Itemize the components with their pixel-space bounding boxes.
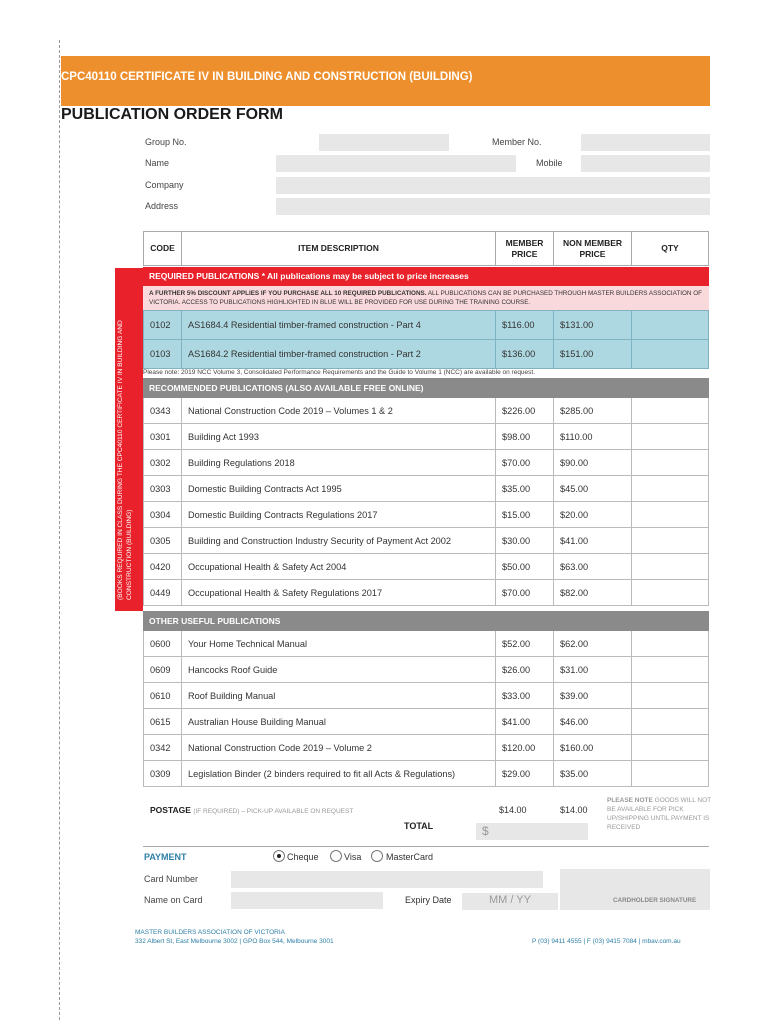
row-code: 0420 xyxy=(144,554,182,579)
card-number-label: Card Number xyxy=(144,874,199,884)
cheque-radio[interactable] xyxy=(273,850,285,862)
table-row xyxy=(143,580,709,606)
row-qty-field[interactable] xyxy=(632,580,708,605)
payment-divider xyxy=(143,846,709,847)
row-non-member-price: $63.00 xyxy=(554,554,632,579)
row-qty-field[interactable] xyxy=(632,761,708,786)
recommended-heading: RECOMMENDED PUBLICATIONS (ALSO AVAILABLE FREE ONLINE) xyxy=(143,378,709,398)
row-member-price: $52.00 xyxy=(496,631,554,656)
footer-contact: P (03) 9411 4555 | F (03) 9415 7084 | mbav.com.au xyxy=(532,938,681,945)
row-non-member-price: $90.00 xyxy=(554,450,632,475)
required-heading: REQUIRED PUBLICATIONS * All publications may be subject to price increases xyxy=(143,267,709,286)
row-member-price: $226.00 xyxy=(496,398,554,423)
mastercard-radio[interactable] xyxy=(371,850,383,862)
row-member-price: $98.00 xyxy=(496,424,554,449)
postage-sub: (IF REQUIRED) – PICK-UP AVAILABLE ON REQUEST xyxy=(193,808,354,815)
row-code: 0302 xyxy=(144,450,182,475)
footer-address: 332 Albert St, East Melbourne 3002 | GPO Box 544, Melbourne 3001 xyxy=(135,938,334,945)
company-field[interactable] xyxy=(276,177,710,194)
table-row xyxy=(143,398,709,424)
name-label: Name xyxy=(145,158,170,168)
row-non-member-price: $46.00 xyxy=(554,709,632,734)
row-description: Building Regulations 2018 xyxy=(182,450,496,475)
discount-note xyxy=(143,286,709,310)
row-code: 0301 xyxy=(144,424,182,449)
other-heading: OTHER USEFUL PUBLICATIONS xyxy=(143,611,709,631)
row-non-member-price: $39.00 xyxy=(554,683,632,708)
row-description: Domestic Building Contracts Regulations 2017 xyxy=(182,502,496,527)
expiry-placeholder: MM / YY xyxy=(489,894,531,906)
postage-line xyxy=(150,805,353,815)
table-row xyxy=(143,631,709,657)
row-qty-field[interactable] xyxy=(632,502,708,527)
row-code: 0609 xyxy=(144,657,182,682)
visa-radio[interactable] xyxy=(330,850,342,862)
row-description: Building and Construction Industry Security of Payment Act 2002 xyxy=(182,528,496,553)
row-member-price: $70.00 xyxy=(496,580,554,605)
row-description: Legislation Binder (2 binders required to fit all Acts & Regulations) xyxy=(182,761,496,786)
row-member-price: $15.00 xyxy=(496,502,554,527)
row-non-member-price: $285.00 xyxy=(554,398,632,423)
address-field[interactable] xyxy=(276,198,710,215)
row-member-price: $116.00 xyxy=(496,311,554,339)
row-qty-field[interactable] xyxy=(632,528,708,553)
row-qty-field[interactable] xyxy=(632,554,708,579)
postage-non-member-price: $14.00 xyxy=(560,805,588,815)
row-qty-field[interactable] xyxy=(632,683,708,708)
name-on-card-field[interactable] xyxy=(231,892,383,909)
table-row xyxy=(143,528,709,554)
row-qty-field[interactable] xyxy=(632,311,708,339)
row-member-price: $41.00 xyxy=(496,709,554,734)
cheque-label: Cheque xyxy=(287,852,319,862)
table-header xyxy=(143,231,709,266)
table-row xyxy=(143,310,709,340)
row-non-member-price: $82.00 xyxy=(554,580,632,605)
total-field[interactable] xyxy=(476,823,588,840)
table-row xyxy=(143,450,709,476)
row-member-price: $70.00 xyxy=(496,450,554,475)
row-description: Roof Building Manual xyxy=(182,683,496,708)
member-price-header: MEMBER PRICE xyxy=(496,232,554,265)
row-non-member-price: $62.00 xyxy=(554,631,632,656)
table-row xyxy=(143,683,709,709)
ncc-note: Please note: 2019 NCC Volume 3, Consolidated Performance Requirements and the Guide to Volume 1 (NCC) are available on request. xyxy=(143,369,536,376)
table-row xyxy=(143,709,709,735)
row-member-price: $29.00 xyxy=(496,761,554,786)
signature-label: CARDHOLDER SIGNATURE xyxy=(613,897,697,904)
row-description: Hancocks Roof Guide xyxy=(182,657,496,682)
row-description: AS1684.2 Residential timber-framed construction - Part 2 xyxy=(182,340,496,368)
row-qty-field[interactable] xyxy=(632,735,708,760)
row-qty-field[interactable] xyxy=(632,398,708,423)
total-label: TOTAL xyxy=(404,821,434,831)
row-member-price: $26.00 xyxy=(496,657,554,682)
row-description: Occupational Health & Safety Regulations 2017 xyxy=(182,580,496,605)
row-qty-field[interactable] xyxy=(632,424,708,449)
table-row xyxy=(143,476,709,502)
row-member-price: $120.00 xyxy=(496,735,554,760)
row-code: 0600 xyxy=(144,631,182,656)
row-non-member-price: $41.00 xyxy=(554,528,632,553)
row-code: 0103 xyxy=(144,340,182,368)
form-title: PUBLICATION ORDER FORM xyxy=(61,106,283,123)
row-qty-field[interactable] xyxy=(632,709,708,734)
row-description: Your Home Technical Manual xyxy=(182,631,496,656)
row-non-member-price: $31.00 xyxy=(554,657,632,682)
table-row xyxy=(143,502,709,528)
row-description: Building Act 1993 xyxy=(182,424,496,449)
expiry-label: Expiry Date xyxy=(405,895,452,905)
mobile-field[interactable] xyxy=(581,155,710,172)
postage-label: POSTAGE xyxy=(150,805,191,815)
row-non-member-price: $160.00 xyxy=(554,735,632,760)
discount-note-bold: A FURTHER 5% DISCOUNT APPLIES IF YOU PURCHASE ALL 10 REQUIRED PUBLICATIONS. xyxy=(149,290,427,297)
postage-member-price: $14.00 xyxy=(499,805,527,815)
row-member-price: $33.00 xyxy=(496,683,554,708)
table-row xyxy=(143,340,709,369)
payment-label: PAYMENT xyxy=(144,852,187,862)
row-non-member-price: $131.00 xyxy=(554,311,632,339)
row-non-member-price: $151.00 xyxy=(554,340,632,368)
row-description: National Construction Code 2019 – Volume 2 xyxy=(182,735,496,760)
row-description: Domestic Building Contracts Act 1995 xyxy=(182,476,496,501)
row-qty-field[interactable] xyxy=(632,450,708,475)
pickup-note-bold: PLEASE NOTE xyxy=(607,797,653,804)
discount-note-rest: ALL PUBLICATIONS CAN BE PURCHASED THROUGH MASTER BUILDERS ASSOCIATION OF VICTORIA. ACCESS TO PUBLICATIONS HIGHLIGHTED IN BLUE WILL BE PROVIDED FOR USE DURING THE TRAINING COURSE. xyxy=(149,290,702,306)
address-label: Address xyxy=(145,201,179,211)
row-description: AS1684.4 Residential timber-framed construction - Part 4 xyxy=(182,311,496,339)
row-description: Occupational Health & Safety Act 2004 xyxy=(182,554,496,579)
name-on-card-label: Name on Card xyxy=(144,895,203,905)
qty-header: QTY xyxy=(661,243,679,253)
expiry-field[interactable] xyxy=(462,893,558,910)
company-label: Company xyxy=(145,180,184,190)
mobile-label: Mobile xyxy=(536,158,563,168)
row-member-price: $35.00 xyxy=(496,476,554,501)
row-non-member-price: $45.00 xyxy=(554,476,632,501)
member-no-label: Member No. xyxy=(492,137,542,147)
group-no-label: Group No. xyxy=(145,137,187,147)
total-prefix: $ xyxy=(482,824,489,838)
row-code: 0342 xyxy=(144,735,182,760)
row-qty-field[interactable] xyxy=(632,476,708,501)
visa-label: Visa xyxy=(344,852,362,862)
mastercard-label: MasterCard xyxy=(386,852,434,862)
non-member-price-header: NON MEMBER PRICE xyxy=(554,232,632,265)
row-code: 0303 xyxy=(144,476,182,501)
description-header: ITEM DESCRIPTION xyxy=(182,232,496,265)
table-row xyxy=(143,424,709,450)
pickup-note xyxy=(607,796,717,832)
row-member-price: $30.00 xyxy=(496,528,554,553)
pickup-note-rest: GOODS WILL NOT BE AVAILABLE FOR PICK UP/SHIPPING UNTIL PAYMENT IS RECEIVED xyxy=(607,797,712,831)
row-non-member-price: $35.00 xyxy=(554,761,632,786)
table-row xyxy=(143,735,709,761)
row-description: National Construction Code 2019 – Volumes 1 & 2 xyxy=(182,398,496,423)
row-code: 0610 xyxy=(144,683,182,708)
row-description: Australian House Building Manual xyxy=(182,709,496,734)
table-row xyxy=(143,761,709,787)
code-header: CODE xyxy=(144,232,182,265)
card-number-field[interactable] xyxy=(231,871,543,888)
row-non-member-price: $110.00 xyxy=(554,424,632,449)
row-code: 0449 xyxy=(144,580,182,605)
name-field[interactable] xyxy=(276,155,516,172)
table-row xyxy=(143,657,709,683)
row-member-price: $136.00 xyxy=(496,340,554,368)
row-code: 0309 xyxy=(144,761,182,786)
header-band xyxy=(61,56,710,106)
footer-org: MASTER BUILDERS ASSOCIATION OF VICTORIA xyxy=(135,929,286,936)
row-code: 0102 xyxy=(144,311,182,339)
row-qty-field[interactable] xyxy=(632,631,708,656)
row-qty-field[interactable] xyxy=(632,657,708,682)
cut-line xyxy=(59,40,60,1020)
course-title: CPC40110 CERTIFICATE IV IN BUILDING AND CONSTRUCTION (BUILDING) xyxy=(61,71,473,83)
group-no-field[interactable] xyxy=(319,134,449,151)
row-code: 0615 xyxy=(144,709,182,734)
row-code: 0304 xyxy=(144,502,182,527)
side-label: (BOOKS REQUIRED IN CLASS DURING THE CPC40110 CERTIFICATE IV IN BUILDING AND CONSTRUCTION (BUILDING) xyxy=(117,320,133,600)
row-qty-field[interactable] xyxy=(632,340,708,368)
row-code: 0305 xyxy=(144,528,182,553)
row-member-price: $50.00 xyxy=(496,554,554,579)
row-code: 0343 xyxy=(144,398,182,423)
table-row xyxy=(143,554,709,580)
member-no-field[interactable] xyxy=(581,134,710,151)
row-non-member-price: $20.00 xyxy=(554,502,632,527)
